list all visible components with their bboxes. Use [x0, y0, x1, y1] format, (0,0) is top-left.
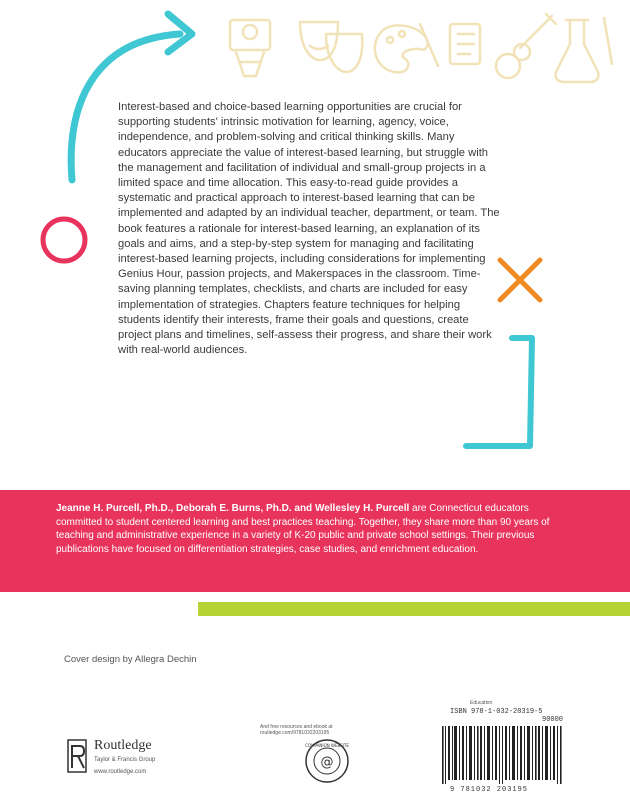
svg-text:@: @ — [320, 755, 334, 770]
companion-website-seal-icon — [304, 738, 350, 784]
pink-circle-icon — [43, 219, 85, 261]
guitar-icon — [496, 14, 556, 78]
price-code: 90000 — [542, 716, 564, 724]
flask-icon — [555, 18, 612, 82]
orange-x-icon — [500, 260, 540, 300]
publisher-logo — [66, 736, 196, 782]
isbn-barcode — [430, 700, 570, 796]
barcode-digits: 9 781032 203195 — [450, 786, 529, 794]
cover-design-credit: Cover design by Allegra Dechin — [64, 654, 197, 665]
publisher-url: www.routledge.com — [94, 769, 147, 775]
companion-text: And free resources and ebook at routledge.com/9781032203195 — [260, 724, 333, 736]
routledge-logo-icon — [66, 738, 88, 774]
publisher-group: Taylor & Francis Group — [94, 757, 156, 763]
author-bio-text: are Connecticut educators committed to student centered learning and best practices teaching. Together, they share more than 90 years of teaching and administrative experience in a variety of K-20 public and private school settings. Their previous publications have focused on differentiation strategies, case studies, and enrichment education. — [56, 503, 550, 555]
companion-website — [260, 724, 400, 790]
notebook-icon — [450, 24, 480, 64]
author-bio-band — [0, 490, 630, 592]
publisher-name: Routledge — [94, 738, 152, 753]
back-cover-blurb: Interest-based and choice-based learning opportunities are crucial for supporting students' intrinsic motivation for learning, agency, voice, independence, and problem-solving and critical thinking skills. Many educators appreciate the value of interest-based learning, but struggle with the management and facilitation of individual and small-group projects in a limited space and time allocation. This easy-to-read guide provides a systematic and practical approach to interest-based learning that can be implemented and adapted by an individual teacher, department, or team. The book features a rationale for interest-based learning, an explanation of its goals and aims, and a step-by-step system for managing and facilitating interest-based learning projects, including considerations for implementing Genius Hour, passion projects, and Makerspaces in the classroom. Time-saving planning templates, checklists, and charts are included for easy implementation of strategies. Chapters feature techniques for helping students identify their interests, frame their goals and questions, create project plans and timelines, self-assess their progress, and share their work with real-world audiences. — [118, 101, 500, 357]
author-names: Jeanne H. Purcell, Ph.D., Deborah E. Burns, Ph.D. and Wellesley H. Purcell — [56, 503, 410, 514]
barcode-category: Education — [470, 700, 493, 706]
companion-seal-text: COMPANION WEBSITE — [305, 743, 349, 748]
basketball-icon — [230, 20, 270, 76]
isbn-text: ISBN 978-1-032-20319-5 — [450, 708, 543, 716]
palette-icon — [375, 24, 438, 72]
subject-icons — [230, 14, 612, 82]
green-accent-bar — [198, 602, 630, 616]
barcode-bars-icon — [442, 726, 568, 784]
author-bio — [56, 502, 576, 556]
theatre-masks-icon — [300, 22, 362, 72]
